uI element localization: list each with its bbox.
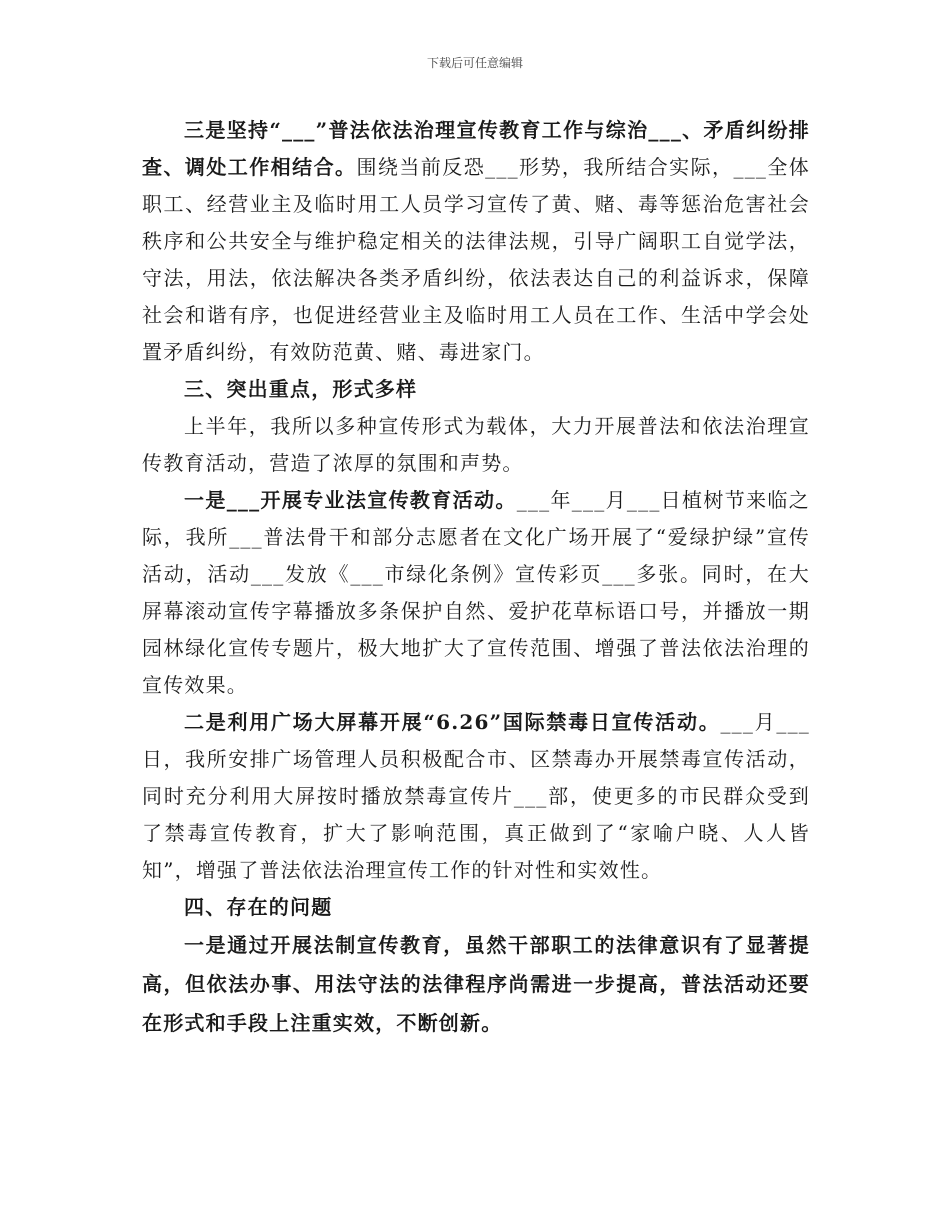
paragraph-2: 上半年，我所以多种宣传形式为载体，大力开展普法和依法治理宣传教育活动，营造了浓厚的氛围和声势。 xyxy=(142,414,810,475)
paragraph-3 xyxy=(142,482,810,704)
paragraph-3-lead: 一是___开展专业法宣传教育活动。 xyxy=(184,488,517,512)
section-heading-3: 三、突出重点，形式多样 xyxy=(184,377,418,401)
paragraph-4-lead: 二是利用广场大屏幕开展“6.26”国际禁毒日宣传活动。 xyxy=(184,710,721,734)
paragraph-4-text: ___月___日，我所安排广场管理人员积极配合市、区禁毒办开展禁毒宣传活动，同时充分利用大屏按时播放禁毒宣传片___部，使更多的市民群众受到了禁毒宣传教育，扩大了影响范围，真正做到了“家喻户晓、人人皆知”，增强了普法依法治理宣传工作的针对性和实效性。 xyxy=(142,710,810,882)
section-heading-4: 四、存在的问题 xyxy=(184,895,333,919)
page-header: 下载后可任意编辑 xyxy=(426,56,523,70)
paragraph-1-text: 围绕当前反恐___形势，我所结合实际，___全体职工、经营业主及临时用工人员学习宣传了黄、赌、毒等惩治危害社会秩序和公共安全与维护稳定相关的法律法规，引导广阔职工自觉学法，守法，用法，依法解决各类矛盾纠纷，依法表达自己的利益诉求，保障社会和谐有序，也促进经营业主及临时用工人员在工作、生活中学会处置矛盾纠纷，有效防范黄、赌、毒进家门。 xyxy=(142,155,810,364)
paragraph-1 xyxy=(142,112,810,371)
document-body xyxy=(142,112,810,1043)
paragraph-5: 一是通过开展法制宣传教育，虽然干部职工的法律意识有了显著提高，但依法办事、用法守法的法律程序尚需进一步提高，普法活动还要在形式和手段上注重实效，不断创新。 xyxy=(142,933,810,1035)
paragraph-3-text: ___年___月___日植树节来临之际，我所___普法骨干和部分志愿者在文化广场开展了“爱绿护绿”宣传活动，活动___发放《___市绿化条例》宣传彩页___多张。同时，在大屏幕滚动宣传字幕播放多条保护自然、爱护花草标语口号，并播放一期园林绿化宣传专题片，极大地扩大了宣传范围、增强了普法依法治理的宣传效果。 xyxy=(142,488,810,697)
paragraph-1-lead: 三是坚持“___”普法依法治理宣传教育工作与综治___、矛盾纠纷排查、调处工作相结合。 xyxy=(142,118,810,179)
paragraph-4 xyxy=(142,704,810,889)
